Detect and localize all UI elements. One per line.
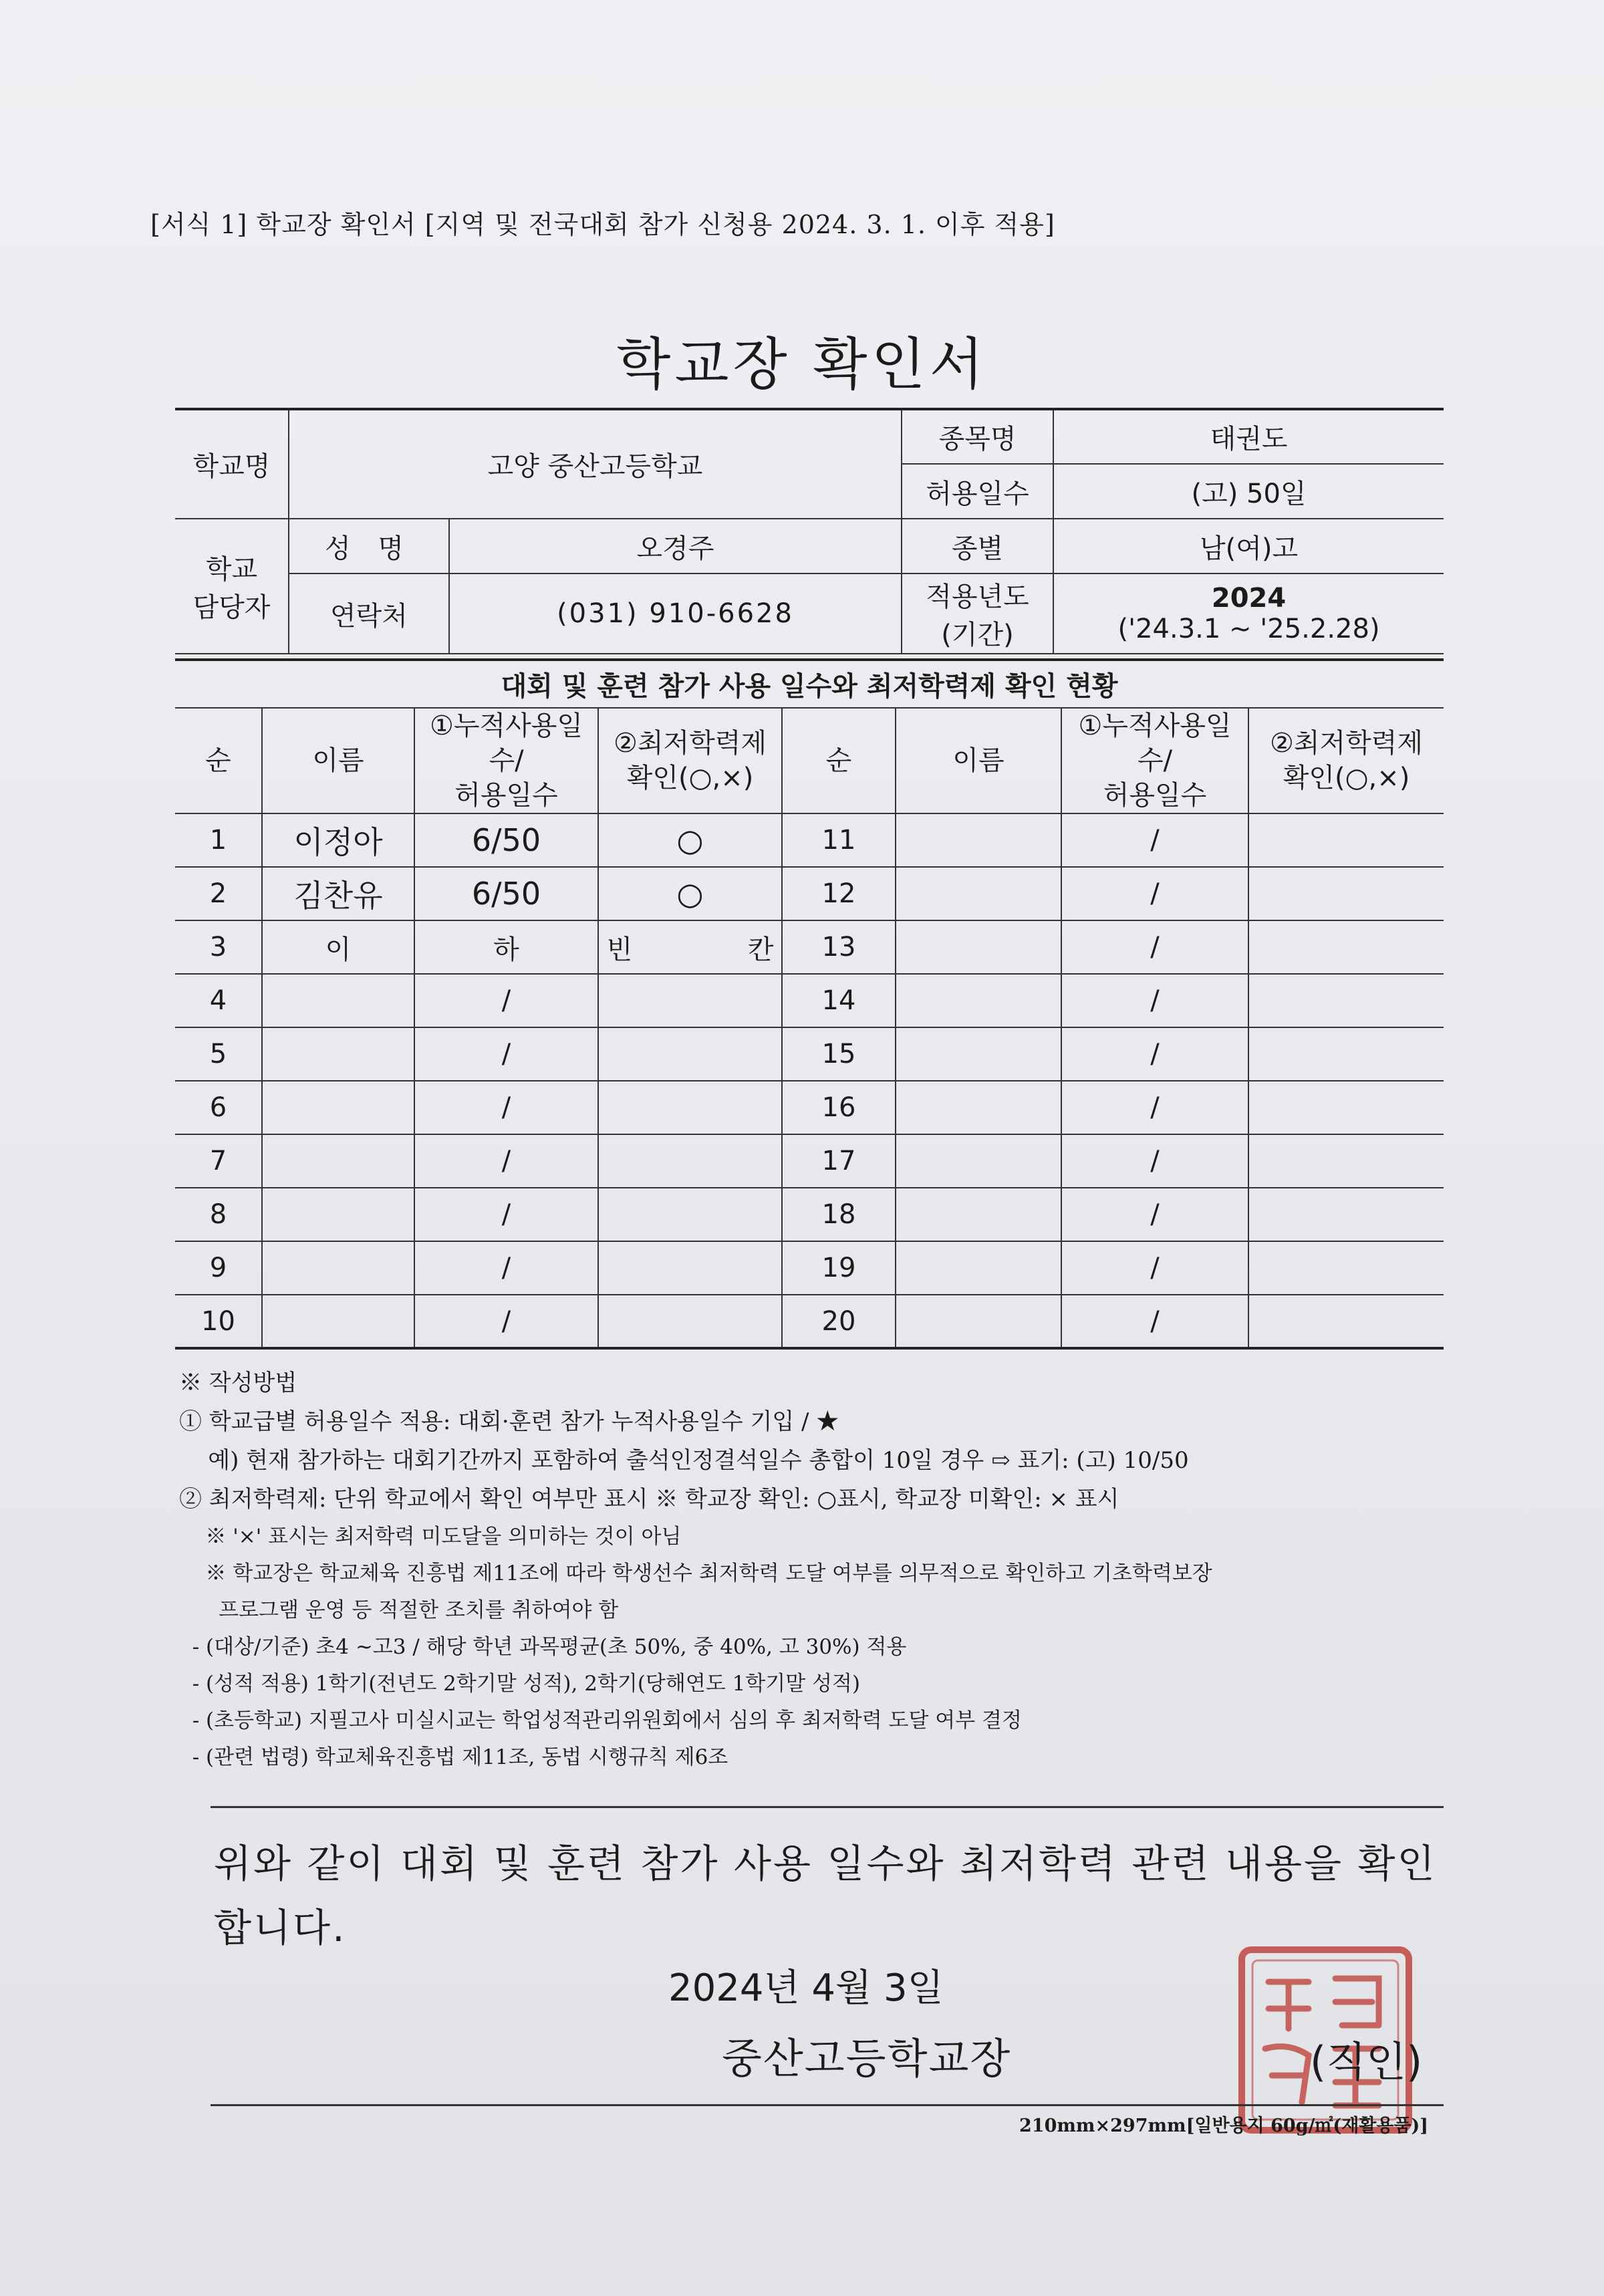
school-value: 고양 중산고등학교: [289, 409, 902, 519]
header-name-right: 이름: [896, 708, 1061, 813]
table-caption: 대회 및 훈련 참가 사용 일수와 최저학력제 확인 현황: [175, 660, 1444, 708]
header-no: 순: [175, 708, 262, 813]
document-title: 학교장 확인서: [616, 332, 988, 397]
confirmation-statement: 위와 같이 대회 및 훈련 참가 사용 일수와 최저학력 관련 내용을 확인합니다.: [214, 1841, 1437, 1950]
table-row: 3 이 하 빈 칸 13 /: [175, 920, 1444, 974]
school-label: 학교명: [175, 409, 289, 519]
notes-heading: ※ 작성방법: [179, 1370, 297, 1396]
blank-notice-cell: 빈 칸: [598, 920, 782, 974]
note-item: ※ '×' 표시는 최저학력 미도달을 의미하는 것이 아님: [179, 1525, 682, 1549]
manager-label: 학교 담당자: [175, 519, 289, 654]
divider: [211, 2104, 1444, 2106]
table-row: 5 / 15 /: [175, 1027, 1444, 1081]
table-row: 1 이정아 6/50 ○ 11 /: [175, 813, 1444, 867]
allowed-days-label: 허용일수: [902, 464, 1053, 519]
header-check: ②최저학력제 확인(○,×): [598, 708, 782, 813]
year-label: 적용년도 (기간): [902, 573, 1053, 654]
contact-label: 연락처: [289, 573, 449, 654]
issue-date: 2024년 4월 3일: [668, 1966, 944, 2010]
form-label: [서식 1] 학교장 확인서 [지역 및 전국대회 참가 신청용 2024. 3. 1. 이후 적용]: [150, 210, 1055, 239]
note-item: ② 최저학력제: 단위 학교에서 확인 여부만 표시 ※ 학교장 확인: ○표시, 학교장 미확인: × 표시: [179, 1486, 1119, 1513]
note-item: 프로그램 운영 등 적절한 조치를 취하여야 함: [179, 1598, 619, 1622]
note-item: - (대상/기준) 초4 ~고3 / 해당 학년 과목평균(초 50%, 중 40%, 고 30%) 적용: [179, 1635, 907, 1659]
table-row: 10 / 20 /: [175, 1295, 1444, 1348]
name-value: 오경주: [449, 519, 902, 573]
sport-label: 종목명: [902, 409, 1053, 464]
check-mark: ○: [598, 813, 782, 867]
paper-spec: 210mm×297mm[일반용지 60g/㎡(재활용품)]: [1019, 2116, 1429, 2136]
name-label: 성 명: [289, 519, 449, 573]
allowed-days-value: (고) 50일: [1053, 464, 1444, 519]
note-item: ① 학교급별 허용일수 적용: 대회·훈련 참가 누적사용일수 기입 / ★: [179, 1408, 839, 1435]
header-name: 이름: [262, 708, 414, 813]
table-row: 9 / 19 /: [175, 1241, 1444, 1295]
contact-value: (031) 910-6628: [449, 573, 902, 654]
check-mark: ○: [598, 867, 782, 920]
table-row: 4 / 14 /: [175, 974, 1444, 1027]
gender-label: 종별: [902, 519, 1053, 573]
gender-value: 남(여)고: [1053, 519, 1444, 573]
principal-title: 중산고등학교장: [722, 2034, 1012, 2083]
seal-label: (직인): [1310, 2037, 1423, 2086]
note-item: - (초등학교) 지필고사 미실시교는 학업성적관리위원회에서 심의 후 최저학력 도달 여부 결정: [179, 1708, 1022, 1733]
year-value: 2024 ('24.3.1 ~ '25.2.28): [1053, 573, 1444, 654]
note-item: - (관련 법령) 학교체육진흥법 제11조, 동법 시행규칙 제6조: [179, 1745, 728, 1769]
note-item: ※ 학교장은 학교체육 진흥법 제11조에 따라 학생선수 최저학력 도달 여부를 의무적으로 확인하고 기초학력보장: [179, 1561, 1212, 1585]
note-item: 예) 현재 참가하는 대회기간까지 포함하여 출석인정결석일수 총합이 10일 경우 ⇨ 표기: (고) 10/50: [179, 1447, 1189, 1474]
sport-value: 태권도: [1053, 409, 1444, 464]
header-check-right: ②최저학력제 확인(○,×): [1248, 708, 1444, 813]
writing-instructions: [179, 1364, 1449, 1776]
divider: [211, 1806, 1444, 1808]
participation-table: [175, 658, 1444, 1350]
note-item: - (성적 적용) 1학기(전년도 2학기말 성적), 2학기(당해연도 1학기말 성적): [179, 1672, 860, 1696]
header-used: ①누적사용일수/ 허용일수: [414, 708, 598, 813]
info-table: [175, 408, 1444, 654]
table-row: 7 / 17 /: [175, 1134, 1444, 1188]
header-used-right: ①누적사용일수/ 허용일수: [1061, 708, 1248, 813]
table-row: 8 / 18 /: [175, 1188, 1444, 1241]
header-no-right: 순: [782, 708, 896, 813]
table-row: 6 / 16 /: [175, 1081, 1444, 1134]
table-row: 2 김찬유 6/50 ○ 12 /: [175, 867, 1444, 920]
